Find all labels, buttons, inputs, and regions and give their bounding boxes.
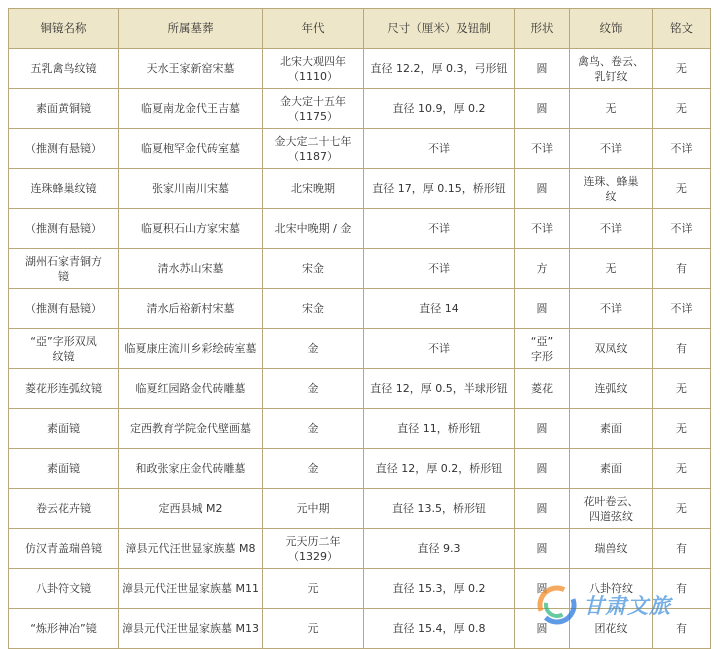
cell-shape: 圆 bbox=[515, 289, 570, 329]
table-header-row bbox=[9, 9, 711, 49]
cell-size: 直径 14 bbox=[364, 289, 515, 329]
cell-pattern: 素面 bbox=[570, 449, 653, 489]
cell-era: 宋金 bbox=[263, 289, 364, 329]
cell-size: 直径 17，厚 0.15，桥形钮 bbox=[364, 169, 515, 209]
cell-era: 元 bbox=[263, 569, 364, 609]
cell-size: 不详 bbox=[364, 129, 515, 169]
cell-shape: 菱花 bbox=[515, 369, 570, 409]
cell-tomb: 漳县元代汪世显家族墓 M13 bbox=[119, 609, 263, 649]
cell-era: 北宋中晚期 / 金 bbox=[263, 209, 364, 249]
cell-pattern: 花叶卷云、 四道弦纹 bbox=[570, 489, 653, 529]
table-row bbox=[9, 609, 711, 649]
cell-shape: 圆 bbox=[515, 489, 570, 529]
cell-mirror-name: 连珠蜂巢纹镜 bbox=[9, 169, 119, 209]
cell-tomb: 漳县元代汪世显家族墓 M11 bbox=[119, 569, 263, 609]
cell-inscription: 无 bbox=[653, 169, 711, 209]
header-pattern: 纹饰 bbox=[570, 9, 653, 49]
cell-tomb: 天水王家新窑宋墓 bbox=[119, 49, 263, 89]
cell-shape: 不详 bbox=[515, 209, 570, 249]
cell-era: 元 bbox=[263, 609, 364, 649]
cell-tomb: 定西县城 M2 bbox=[119, 489, 263, 529]
cell-mirror-name: 五乳禽鸟纹镜 bbox=[9, 49, 119, 89]
cell-inscription: 无 bbox=[653, 489, 711, 529]
cell-size: 直径 9.3 bbox=[364, 529, 515, 569]
cell-size: 不详 bbox=[364, 209, 515, 249]
cell-tomb: 漳县元代汪世显家族墓 M8 bbox=[119, 529, 263, 569]
cell-tomb: 临夏积石山方家宋墓 bbox=[119, 209, 263, 249]
cell-mirror-name: （推测有悬镜） bbox=[9, 129, 119, 169]
cell-era: 金 bbox=[263, 409, 364, 449]
cell-pattern: 连珠、蜂巢 纹 bbox=[570, 169, 653, 209]
cell-shape: 圆 bbox=[515, 609, 570, 649]
cell-shape: 圆 bbox=[515, 49, 570, 89]
cell-tomb: 临夏南龙金代王吉墓 bbox=[119, 89, 263, 129]
cell-pattern: 无 bbox=[570, 89, 653, 129]
header-mirror-name: 铜镜名称 bbox=[9, 9, 119, 49]
header-tomb: 所属墓葬 bbox=[119, 9, 263, 49]
cell-size: 直径 15.4，厚 0.8 bbox=[364, 609, 515, 649]
cell-mirror-name: 仿汉青盖瑞兽镜 bbox=[9, 529, 119, 569]
cell-size: 直径 12.2，厚 0.3，弓形钮 bbox=[364, 49, 515, 89]
cell-tomb: 清水后裕新村宋墓 bbox=[119, 289, 263, 329]
cell-mirror-name: 素面镜 bbox=[9, 449, 119, 489]
table-row bbox=[9, 289, 711, 329]
cell-pattern: 禽鸟、卷云、 乳钉纹 bbox=[570, 49, 653, 89]
cell-size: 不详 bbox=[364, 329, 515, 369]
cell-inscription: 不详 bbox=[653, 209, 711, 249]
cell-inscription: 无 bbox=[653, 89, 711, 129]
cell-pattern: 不详 bbox=[570, 209, 653, 249]
cell-shape: 圆 bbox=[515, 529, 570, 569]
cell-mirror-name: 湖州石家青铜方 镜 bbox=[9, 249, 119, 289]
cell-era: 宋金 bbox=[263, 249, 364, 289]
cell-era: 金大定十五年 （1175） bbox=[263, 89, 364, 129]
table-row bbox=[9, 129, 711, 169]
cell-tomb: 临夏红园路金代砖雕墓 bbox=[119, 369, 263, 409]
cell-era: 元中期 bbox=[263, 489, 364, 529]
cell-inscription: 无 bbox=[653, 369, 711, 409]
cell-era: 元天历二年 （1329） bbox=[263, 529, 364, 569]
cell-mirror-name: 素面镜 bbox=[9, 409, 119, 449]
table-row bbox=[9, 49, 711, 89]
table-row bbox=[9, 89, 711, 129]
table-row bbox=[9, 369, 711, 409]
cell-pattern: 团花纹 bbox=[570, 609, 653, 649]
cell-pattern: 连弧纹 bbox=[570, 369, 653, 409]
cell-size: 直径 12，厚 0.5，半球形钮 bbox=[364, 369, 515, 409]
table-row bbox=[9, 249, 711, 289]
cell-pattern: 不详 bbox=[570, 289, 653, 329]
watermark-text: 甘肃文旅 bbox=[583, 594, 671, 618]
cell-shape: 圆 bbox=[515, 449, 570, 489]
cell-inscription: 不详 bbox=[653, 289, 711, 329]
cell-pattern: 瑞兽纹 bbox=[570, 529, 653, 569]
cell-size: 直径 12，厚 0.2，桥形钮 bbox=[364, 449, 515, 489]
cell-size: 直径 15.3，厚 0.2 bbox=[364, 569, 515, 609]
cell-mirror-name: 卷云花卉镜 bbox=[9, 489, 119, 529]
cell-shape: 圆 bbox=[515, 409, 570, 449]
cell-era: 北宋大观四年 （1110） bbox=[263, 49, 364, 89]
cell-pattern: 不详 bbox=[570, 129, 653, 169]
cell-pattern: 素面 bbox=[570, 409, 653, 449]
table-row bbox=[9, 329, 711, 369]
table-row bbox=[9, 489, 711, 529]
table-row bbox=[9, 449, 711, 489]
cell-tomb: 张家川南川宋墓 bbox=[119, 169, 263, 209]
cell-mirror-name: “炼形神冶”镜 bbox=[9, 609, 119, 649]
cell-size: 直径 10.9，厚 0.2 bbox=[364, 89, 515, 129]
table-row bbox=[9, 569, 711, 609]
cell-mirror-name: （推测有悬镜） bbox=[9, 289, 119, 329]
cell-era: 金 bbox=[263, 449, 364, 489]
cell-pattern: 八卦符纹 bbox=[570, 569, 653, 609]
cell-era: 北宋晚期 bbox=[263, 169, 364, 209]
cell-inscription: 无 bbox=[653, 49, 711, 89]
cell-mirror-name: “亞”字形双凤 纹镜 bbox=[9, 329, 119, 369]
cell-era: 金 bbox=[263, 369, 364, 409]
header-size: 尺寸（厘米）及钮制 bbox=[364, 9, 515, 49]
header-era: 年代 bbox=[263, 9, 364, 49]
cell-tomb: 定西教育学院金代壁画墓 bbox=[119, 409, 263, 449]
mirror-table bbox=[8, 8, 711, 649]
cell-shape: “亞” 字形 bbox=[515, 329, 570, 369]
cell-inscription: 有 bbox=[653, 609, 711, 649]
cell-inscription: 有 bbox=[653, 249, 711, 289]
cell-mirror-name: 素面黄铜镜 bbox=[9, 89, 119, 129]
cell-size: 直径 11，桥形钮 bbox=[364, 409, 515, 449]
cell-mirror-name: 八卦符文镜 bbox=[9, 569, 119, 609]
cell-era: 金大定二十七年 （1187） bbox=[263, 129, 364, 169]
cell-shape: 圆 bbox=[515, 89, 570, 129]
table-row bbox=[9, 169, 711, 209]
header-inscription: 铭文 bbox=[653, 9, 711, 49]
table-row bbox=[9, 529, 711, 569]
cell-inscription: 有 bbox=[653, 329, 711, 369]
cell-tomb: 清水苏山宋墓 bbox=[119, 249, 263, 289]
cell-inscription: 有 bbox=[653, 569, 711, 609]
cell-era: 金 bbox=[263, 329, 364, 369]
cell-pattern: 无 bbox=[570, 249, 653, 289]
cell-inscription: 无 bbox=[653, 449, 711, 489]
cell-mirror-name: 菱花形连弧纹镜 bbox=[9, 369, 119, 409]
table-row bbox=[9, 409, 711, 449]
cell-tomb: 和政张家庄金代砖雕墓 bbox=[119, 449, 263, 489]
cell-size: 不详 bbox=[364, 249, 515, 289]
cell-tomb: 临夏康庄流川乡彩绘砖室墓 bbox=[119, 329, 263, 369]
cell-inscription: 有 bbox=[653, 529, 711, 569]
cell-inscription: 不详 bbox=[653, 129, 711, 169]
cell-size: 直径 13.5，桥形钮 bbox=[364, 489, 515, 529]
cell-mirror-name: （推测有悬镜） bbox=[9, 209, 119, 249]
cell-pattern: 双凤纹 bbox=[570, 329, 653, 369]
cell-tomb: 临夏枹罕金代砖室墓 bbox=[119, 129, 263, 169]
cell-shape: 圆 bbox=[515, 169, 570, 209]
cell-inscription: 无 bbox=[653, 409, 711, 449]
table-body bbox=[9, 49, 711, 649]
cell-shape: 方 bbox=[515, 249, 570, 289]
cell-shape: 圆 bbox=[515, 569, 570, 609]
header-shape: 形状 bbox=[515, 9, 570, 49]
cell-shape: 不详 bbox=[515, 129, 570, 169]
table-row bbox=[9, 209, 711, 249]
